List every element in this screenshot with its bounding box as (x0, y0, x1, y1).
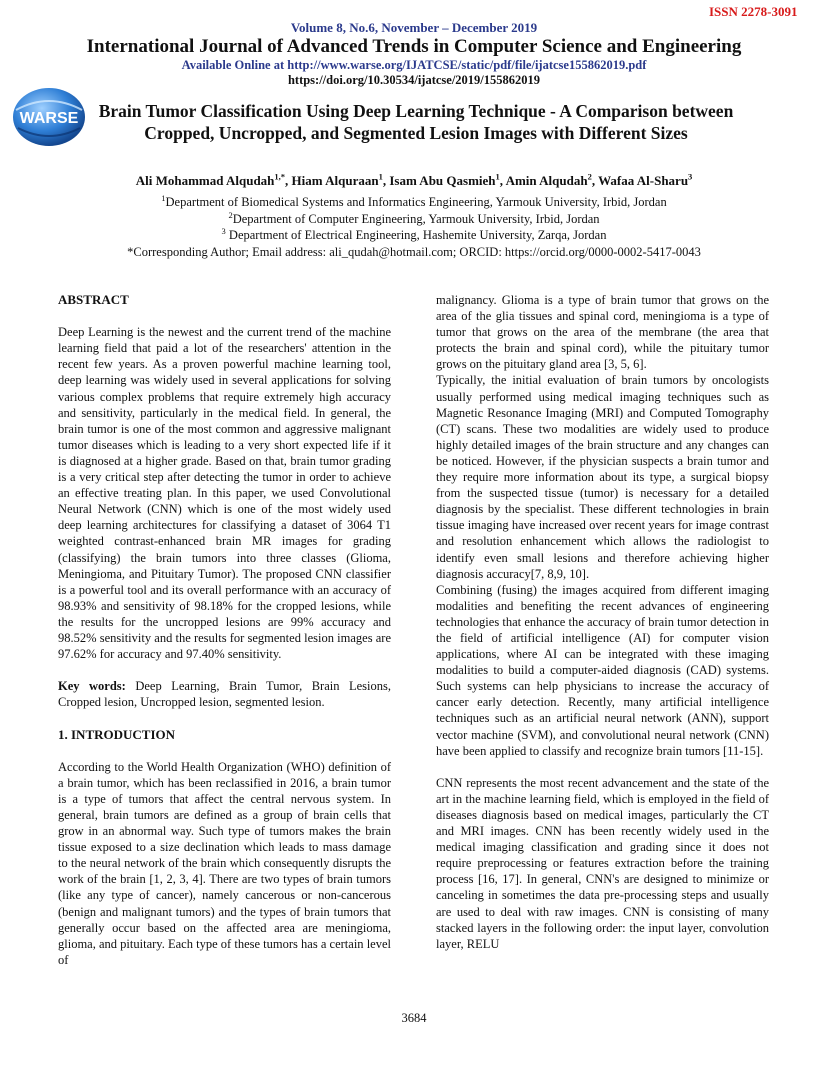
intro-paragraph: According to the World Health Organization (WHO) definition of a brain tumor, which has been reclassified in 2016, a brain tumor is a type of tumors that affect the central nervous system. In general, brain tumors are defined as a group of brain cells that grow in an abnormal way. Such type of tumors makes the brain tissue exposed to a size declination which leads to mass damage to the neural network of the brain which consequently disrupts the work of the brain [1, 2, 3, 4]. There are two types of brain tumors (like any type of cancer), namely cancerous or non-cancerous (benign and malignant tumors) and the types of brain tumors that generally occur based on the affected area are meningioma, glioma, and pituitary. Each type of these tumors has a certain level of (58, 759, 391, 967)
keywords-label: Key words: (58, 679, 126, 694)
author-name: Amin Alqudah (505, 173, 588, 188)
affiliations (0, 194, 828, 260)
body-paragraph: malignancy. Glioma is a type of brain tumor that grows on the area of the glia tissues and spinal cord, meningioma is a type of tumor that grows on the area of the membrane (the area that protects the brain and spinal cord), while the pituitary tumor grows on the pituitary gland area [3, 5, 6]. (436, 293, 769, 372)
author-name: Hiam Alquraan (291, 173, 379, 188)
affiliation-2: $^2$Department of Computer Engineering, Yarmouk University, Irbid, Jordan (228, 209, 600, 226)
left-column (58, 292, 391, 968)
affiliation-3: $^3$ Department of Electrical Engineering, Hashemite University, Zarqa, Jordan (221, 225, 607, 242)
author-list: Ali Mohammad Alqudah$^{1,*}$, Hiam Alquraan$^1$, Isam Abu Qasmieh$^1$, Amin Alqudah$^2$, Wafaa Al-Sharu$^3$ (135, 171, 693, 188)
author-sup: 2 (587, 171, 592, 182)
body-paragraph: CNN represents the most recent advancement and the state of the art in the machine learning field, which is employed in the field of diseases diagnosis based on medical images, particularly the CT and MRI images. CNN has been recently widely used in the medical imaging classification and grading since it does not require preprocessing or features extraction before the training process [16, 17]. In general, CNN's are designed to minimize or canceling in sometimes the data pre-processing steps and usually are used to deal with raw images. CNN is consisting of many stacked layers in the following order: the input layer, convolution layer, RELU (436, 775, 769, 951)
body-paragraph: Typically, the initial evaluation of brain tumors by oncologists usually performed using medical imaging techniques such as Magnetic Resonance Imaging (MRI) and Computed Tomography (CT) scans. These two modalities are widely used to produce highly detailed images of the brain structure and any changes can be noticed. However, if the physician suspects a brain tumor and they require more information about its type, a surgical biopsy from the suspected tissue (tumor) is necessary for a detailed diagnosis by the specialist. These different technologies in brain tissue imaging have increased over recent years for image contrast and resolution enhancement which allows the radiologist to identify even small lesions and therefore achieving higher diagnosis accuracy[7, 8,9, 10]. (436, 373, 769, 581)
volume-info: Volume 8, No.6, November – December 2019 (290, 20, 538, 35)
corresponding-author: *Corresponding Author; Email address: ali_qudah@hotmail.com; ORCID: https://orcid.org/0000-0002-5417-0043 (127, 244, 701, 259)
doi-link[interactable]: https://doi.org/10.30534/ijatcse/2019/155862019 (287, 73, 541, 87)
author-sup: 3 (688, 171, 693, 182)
keywords (58, 678, 391, 710)
author-sup: 1 (495, 171, 500, 182)
page-number: 3684 (401, 1011, 427, 1025)
affiliation-1: $^1$Department of Biomedical Systems and Informatics Engineering, Yarmouk University, Irbid, Jordan (161, 192, 667, 209)
paper-title: Brain Tumor Classification Using Deep Learning Technique - A Comparison between Cropped, Uncropped, and Segmented Lesion Images with Different Sizes (98, 101, 734, 143)
author-name: Ali Mohammad Alqudah (135, 173, 275, 188)
body-paragraph: Combining (fusing) the images acquired from different imaging modalities and benefiting the recent advances of engineering technologies that enhance the accuracy of brain tumor detection in the field of artificial intelligence (AI) for computer vision applications, where AI can be integrated with these imaging modalities to build a computer-aided diagnosis (CAD) systems. Such systems can help physicians to increase the accuracy of cancer early detection. Recently, many artificial intelligence techniques such as an artificial neural network (ANN), support vector machine (SVM), and convolutional neural network (CNN) have been applied to classify and recognize brain tumors [11-15]. (436, 582, 769, 758)
author-sup: 1 (378, 171, 383, 182)
available-online-link[interactable]: Available Online at http://www.warse.org/IJATCSE/static/pdf/file/ijatcse155862019.pdf (181, 58, 647, 72)
keywords-text: Deep Learning, Brain Tumor, Brain Lesions, Cropped lesion, Uncropped lesion, segmented lesion. (58, 679, 391, 710)
author-sup: 1,* (274, 171, 286, 182)
warse-logo (10, 86, 88, 148)
abstract-heading: ABSTRACT (58, 292, 129, 307)
journal-header (0, 20, 828, 88)
author-name: Wafaa Al-Sharu (598, 173, 689, 188)
journal-name: International Journal of Advanced Trends in Computer Science and Engineering (86, 36, 742, 57)
introduction-heading: 1. INTRODUCTION (58, 726, 176, 742)
abstract-text: Deep Learning is the newest and the current trend of the machine learning field that paid a lot of the researchers' attention in the recent few years. As a proven powerful machine learning tool, deep learning was widely used in several applications for solving various complex problems that require extremely high accuracy and sensitivity, particularly in the medical field. In general, the brain tumor is one of the most common and aggressive malignant tumor diseases which is leading to a very short expected life if it is diagnosed at a higher grade. Based on that, brain tumor grading is a very critical step after detecting the tumor in order to achieve an effective treating plan. In this paper, we used Convolutional Neural Network (CNN) which is one of the most widely used deep learning architectures for classifying a dataset of 3064 T1 weighted contrast-enhanced brain MR images for grading (classifying) the brain tumors into three classes (Glioma, Meningioma, and Pituitary Tumor). The proposed CNN classifier is a powerful tool and its overall performance with an accuracy of 98.93% and sensitivity of 98.18% for the cropped lesions, while the results for the uncropped lesions are 99% accuracy and 98.52% sensitivity and the results for segmented lesion images are 97.62% for accuracy and 97.40% sensitivity. (58, 325, 391, 662)
right-column (436, 292, 769, 952)
logo-text: WARSE (19, 110, 79, 127)
author-name: Isam Abu Qasmieh (389, 173, 496, 188)
issn-label: ISSN 2278-3091 (709, 4, 798, 19)
